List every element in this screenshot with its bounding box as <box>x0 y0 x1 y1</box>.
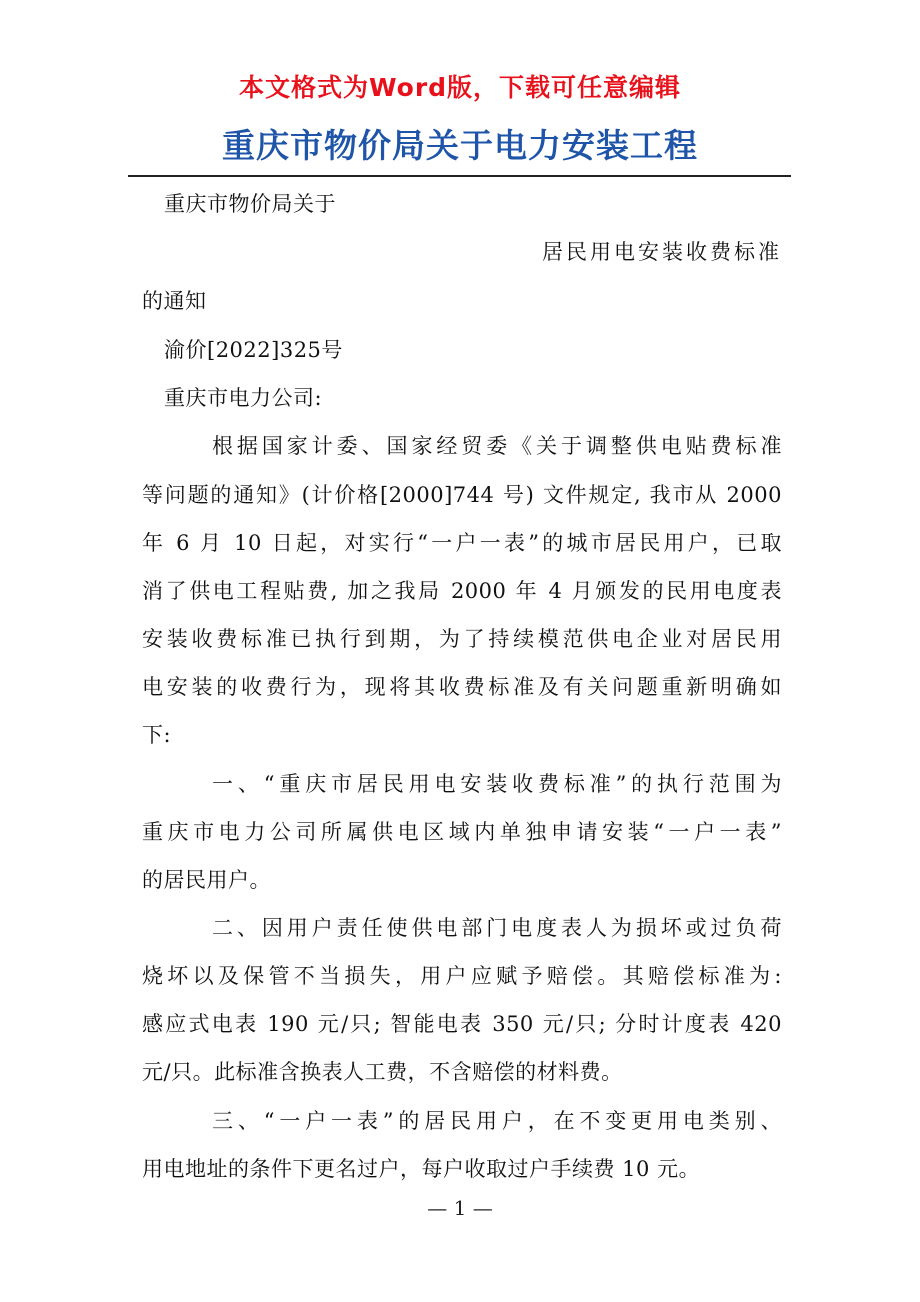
notice-heading-line1: 重庆市物价局关于 <box>164 192 336 216</box>
intro-line: 消了供电工程贴费, 加之我局 2000 年 4 月颁发的民用电度表 <box>142 579 782 603</box>
page-number: — 1 — <box>427 1196 493 1220</box>
title-divider <box>128 175 791 177</box>
item2-line: 元/只。此标准含换表人工费，不含赔偿的材料费。 <box>142 1060 623 1084</box>
item1-line: 一、“重庆市居民用电安装收费标准”的执行范围为 <box>212 772 782 796</box>
document-number: 渝价[2022]325号 <box>164 338 343 362</box>
item2-line: 感应式电表 190 元/只; 智能电表 350 元/只; 分时计度表 420 <box>142 1012 782 1036</box>
format-banner: 本文格式为Word版，下载可任意编辑 <box>238 73 682 102</box>
intro-line: 根据国家计委、国家经贸委《关于调整供电贴费标准 <box>212 434 782 458</box>
item3-line: 用电地址的条件下更名过户，每户收取过户手续费 10 元。 <box>142 1157 701 1181</box>
item1-line: 重庆市电力公司所属供电区域内单独申请安装“一户一表” <box>142 820 782 844</box>
item1-line: 的居民用户。 <box>142 868 271 892</box>
intro-line: 年 6 月 10 日起，对实行“一户一表”的城市居民用户，已取 <box>142 531 782 555</box>
intro-line: 安装收费标准已执行到期，为了持续模范供电企业对居民用 <box>142 627 782 651</box>
intro-line: 等问题的通知》(计价格[2000]744 号) 文件规定, 我市从 2000 <box>142 483 782 507</box>
intro-line: 电安装的收费行为，现将其收费标准及有关问题重新明确如 <box>142 675 782 699</box>
intro-line: 下: <box>142 723 172 747</box>
item2-line: 烧坏以及保管不当损失，用户应赋予赔偿。其赔偿标准为: <box>142 964 782 988</box>
recipient: 重庆市电力公司: <box>164 386 323 410</box>
notice-heading-line3: 的通知 <box>142 289 207 313</box>
notice-heading-line2: 居民用电安装收费标准 <box>542 240 782 264</box>
item3-line: 三、“一户一表”的居民用户，在不变更用电类别、 <box>212 1109 782 1133</box>
document-title: 重庆市物价局关于电力安装工程 <box>222 126 698 165</box>
item2-line: 二、因用户责任使供电部门电度表人为损坏或过负荷 <box>212 916 782 940</box>
